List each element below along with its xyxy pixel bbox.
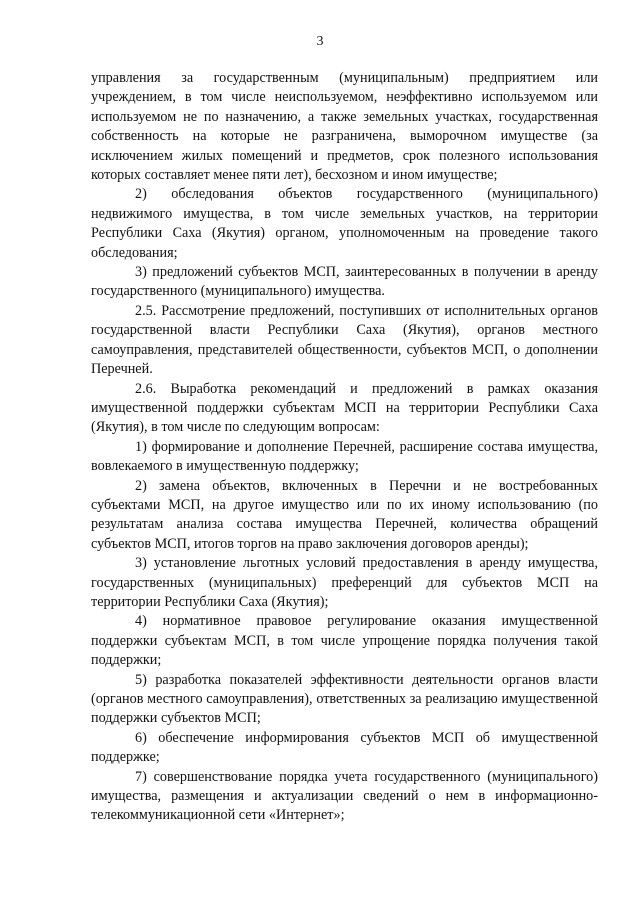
paragraph-item-2-inspection: 2) обследования объектов государственного (муниципального) недвижимого имущества, в том числе земельных участков, на территории Республики Саха (Якутия) органом, уполномоченным на проведение такого обследования;: [91, 186, 598, 261]
list-item-4: 4) нормативное правовое регулирование оказания имущественной поддержки субъектам МСП, в том числе упрощение порядка получения такой поддержки;: [91, 613, 598, 669]
list-item-2: 2) замена объектов, включенных в Перечни и не востребованных субъектами МСП, на другое имущество или по их иному использованию (по результатам анализа состава имущества Перечней, количества обращений субъектов МСП, итогов торгов на право заключения договоров аренды);: [91, 477, 598, 552]
document-body: [91, 69, 598, 826]
paragraph-2-5: 2.5. Рассмотрение предложений, поступивших от исполнительных органов государственной власти Республики Саха (Якутия), органов местного самоуправления, представителей общественности, субъектов МСП, о дополнении Перечней.: [91, 302, 598, 378]
paragraph-item-3-proposals: 3) предложений субъектов МСП, заинтересованных в получении в аренду государственного (муниципального) имущества.: [91, 264, 598, 300]
page-number: 3: [316, 34, 324, 49]
paragraph-continuation: управления за государственным (муниципальным) предприятием или учреждением, в том числе неиспользуемом, неэффективно используемом или используемом не по назначению, а также земельных участках, государственная собственность на которые не разграничена, выморочном имуществе (за исключением жилых помещений и предметов, срок полезного использования которых составляет менее пяти лет), бесхозном и ином имуществе;: [91, 70, 598, 184]
list-item-7: 7) совершенствование порядка учета государственного (муниципального) имущества, размещения и актуализации сведений о нем в информационно-телекоммуникационной сети «Интернет»;: [91, 768, 598, 824]
list-item-1: 1) формирование и дополнение Перечней, расширение состава имущества, вовлекаемого в имущественную поддержку;: [91, 438, 598, 475]
list-item-6: 6) обеспечение информирования субъектов МСП об имущественной поддержке;: [91, 729, 598, 766]
paragraph-2-6: 2.6. Выработка рекомендаций и предложений в рамках оказания имущественной поддержки субъектам МСП на территории Республики Саха (Якутия), в том числе по следующим вопросам:: [91, 380, 598, 436]
list-item-5: 5) разработка показателей эффективности деятельности органов власти (органов местного самоуправления), ответственных за реализацию имущественной поддержки субъектов МСП;: [91, 671, 598, 727]
list-item-3: 3) установление льготных условий предоставления в аренду имущества, государственных (муниципальных) преференций для субъектов МСП на территории Республики Саха (Якутия);: [91, 555, 598, 610]
